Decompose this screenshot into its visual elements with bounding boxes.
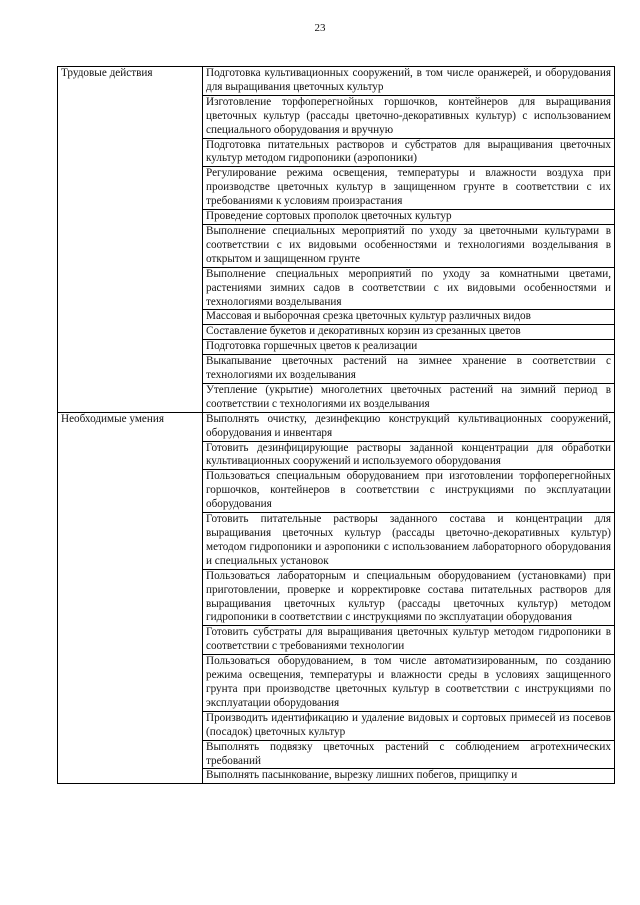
- table-cell: Готовить субстраты для выращивания цветочных культур методом гидропоники в соответствии с требованиями технологии: [203, 626, 615, 655]
- table-cell: Проведение сортовых прополок цветочных культур: [203, 210, 615, 225]
- table-cell: Выполнять подвязку цветочных растений с соблюдением агротехнических требований: [203, 740, 615, 769]
- table-cell: Выполнение специальных мероприятий по уходу за комнатными цветами, растениями зимних садов в соответствии с их видовыми особенностями и технологиями возделывания: [203, 267, 615, 310]
- table-cell: Подготовка культивационных сооружений, в том числе оранжерей, и оборудования для выращивания цветочных культур: [203, 67, 615, 96]
- table-cell: Изготовление торфоперегнойных горшочков, контейнеров для выращивания цветочных культур (рассады цветочно-декоративных культур) с использованием специального оборудования и вручную: [203, 95, 615, 138]
- table-cell: Готовить дезинфицирующие растворы заданной концентрации для обработки культивационных сооружений и используемого оборудования: [203, 441, 615, 470]
- table-cell: Регулирование режима освещения, температуры и влажности воздуха при производстве цветочных культур в защищенном грунте в соответствии с их требованиями к условиям произрастания: [203, 167, 615, 210]
- table-cell: Выполнять очистку, дезинфекцию конструкций культивационных сооружений, оборудования и инвентаря: [203, 412, 615, 441]
- table-cell: Массовая и выборочная срезка цветочных культур различных видов: [203, 310, 615, 325]
- table-cell: Готовить питательные растворы заданного состава и концентрации для выращивания цветочных культур (рассады цветочно-декоративных культур) методом гидропоники и аэропоники с использованием лабораторного оборудования и специальных установок: [203, 513, 615, 570]
- competency-table: [57, 66, 615, 784]
- table-cell: Утепление (укрытие) многолетних цветочных растений на зимний период в соответствии с технологиями их возделывания: [203, 383, 615, 412]
- table-cell: Пользоваться оборудованием, в том числе автоматизированным, по созданию режима освещения, температуры и влажности среды в условиях защищенного грунта при производстве цветочных культур в соответствии с инструкциями по эксплуатации оборудования: [203, 655, 615, 712]
- table-row: [58, 412, 615, 441]
- table-cell: Выполнять пасынкование, вырезку лишних побегов, прищипку и: [203, 769, 615, 784]
- section-label: Трудовые действия: [58, 67, 203, 413]
- section-label: Необходимые умения: [58, 412, 203, 784]
- table-cell: Пользоваться лабораторным и специальным оборудованием (установками) при приготовлении, проверке и корректировке состава питательных растворов для выращивания цветочных культур (рассады цветочных культур) методом гидропоники в соответствии с инструкциями по эксплуатации оборудования: [203, 569, 615, 626]
- page-number: 23: [314, 22, 326, 34]
- table-cell: Подготовка горшечных цветов к реализации: [203, 340, 615, 355]
- table-cell: Выполнение специальных мероприятий по уходу за цветочными культурами в соответствии с их видовыми особенностями и технологиями возделывания в открытом и защищенном грунте: [203, 224, 615, 267]
- table-cell: Выкапывание цветочных растений на зимнее хранение в соответствии с технологиями их возделывания: [203, 355, 615, 384]
- table-cell: Подготовка питательных растворов и субстратов для выращивания цветочных культур методом гидропоники (аэропоники): [203, 138, 615, 167]
- table-cell: Производить идентификацию и удаление видовых и сортовых примесей из посевов (посадок) цветочных культур: [203, 711, 615, 740]
- table-cell: Составление букетов и декоративных корзин из срезанных цветов: [203, 325, 615, 340]
- table-row: [58, 67, 615, 96]
- table-cell: Пользоваться специальным оборудованием при изготовлении торфоперегнойных горшочков, контейнеров в соответствии с инструкциями по эксплуатации оборудования: [203, 470, 615, 513]
